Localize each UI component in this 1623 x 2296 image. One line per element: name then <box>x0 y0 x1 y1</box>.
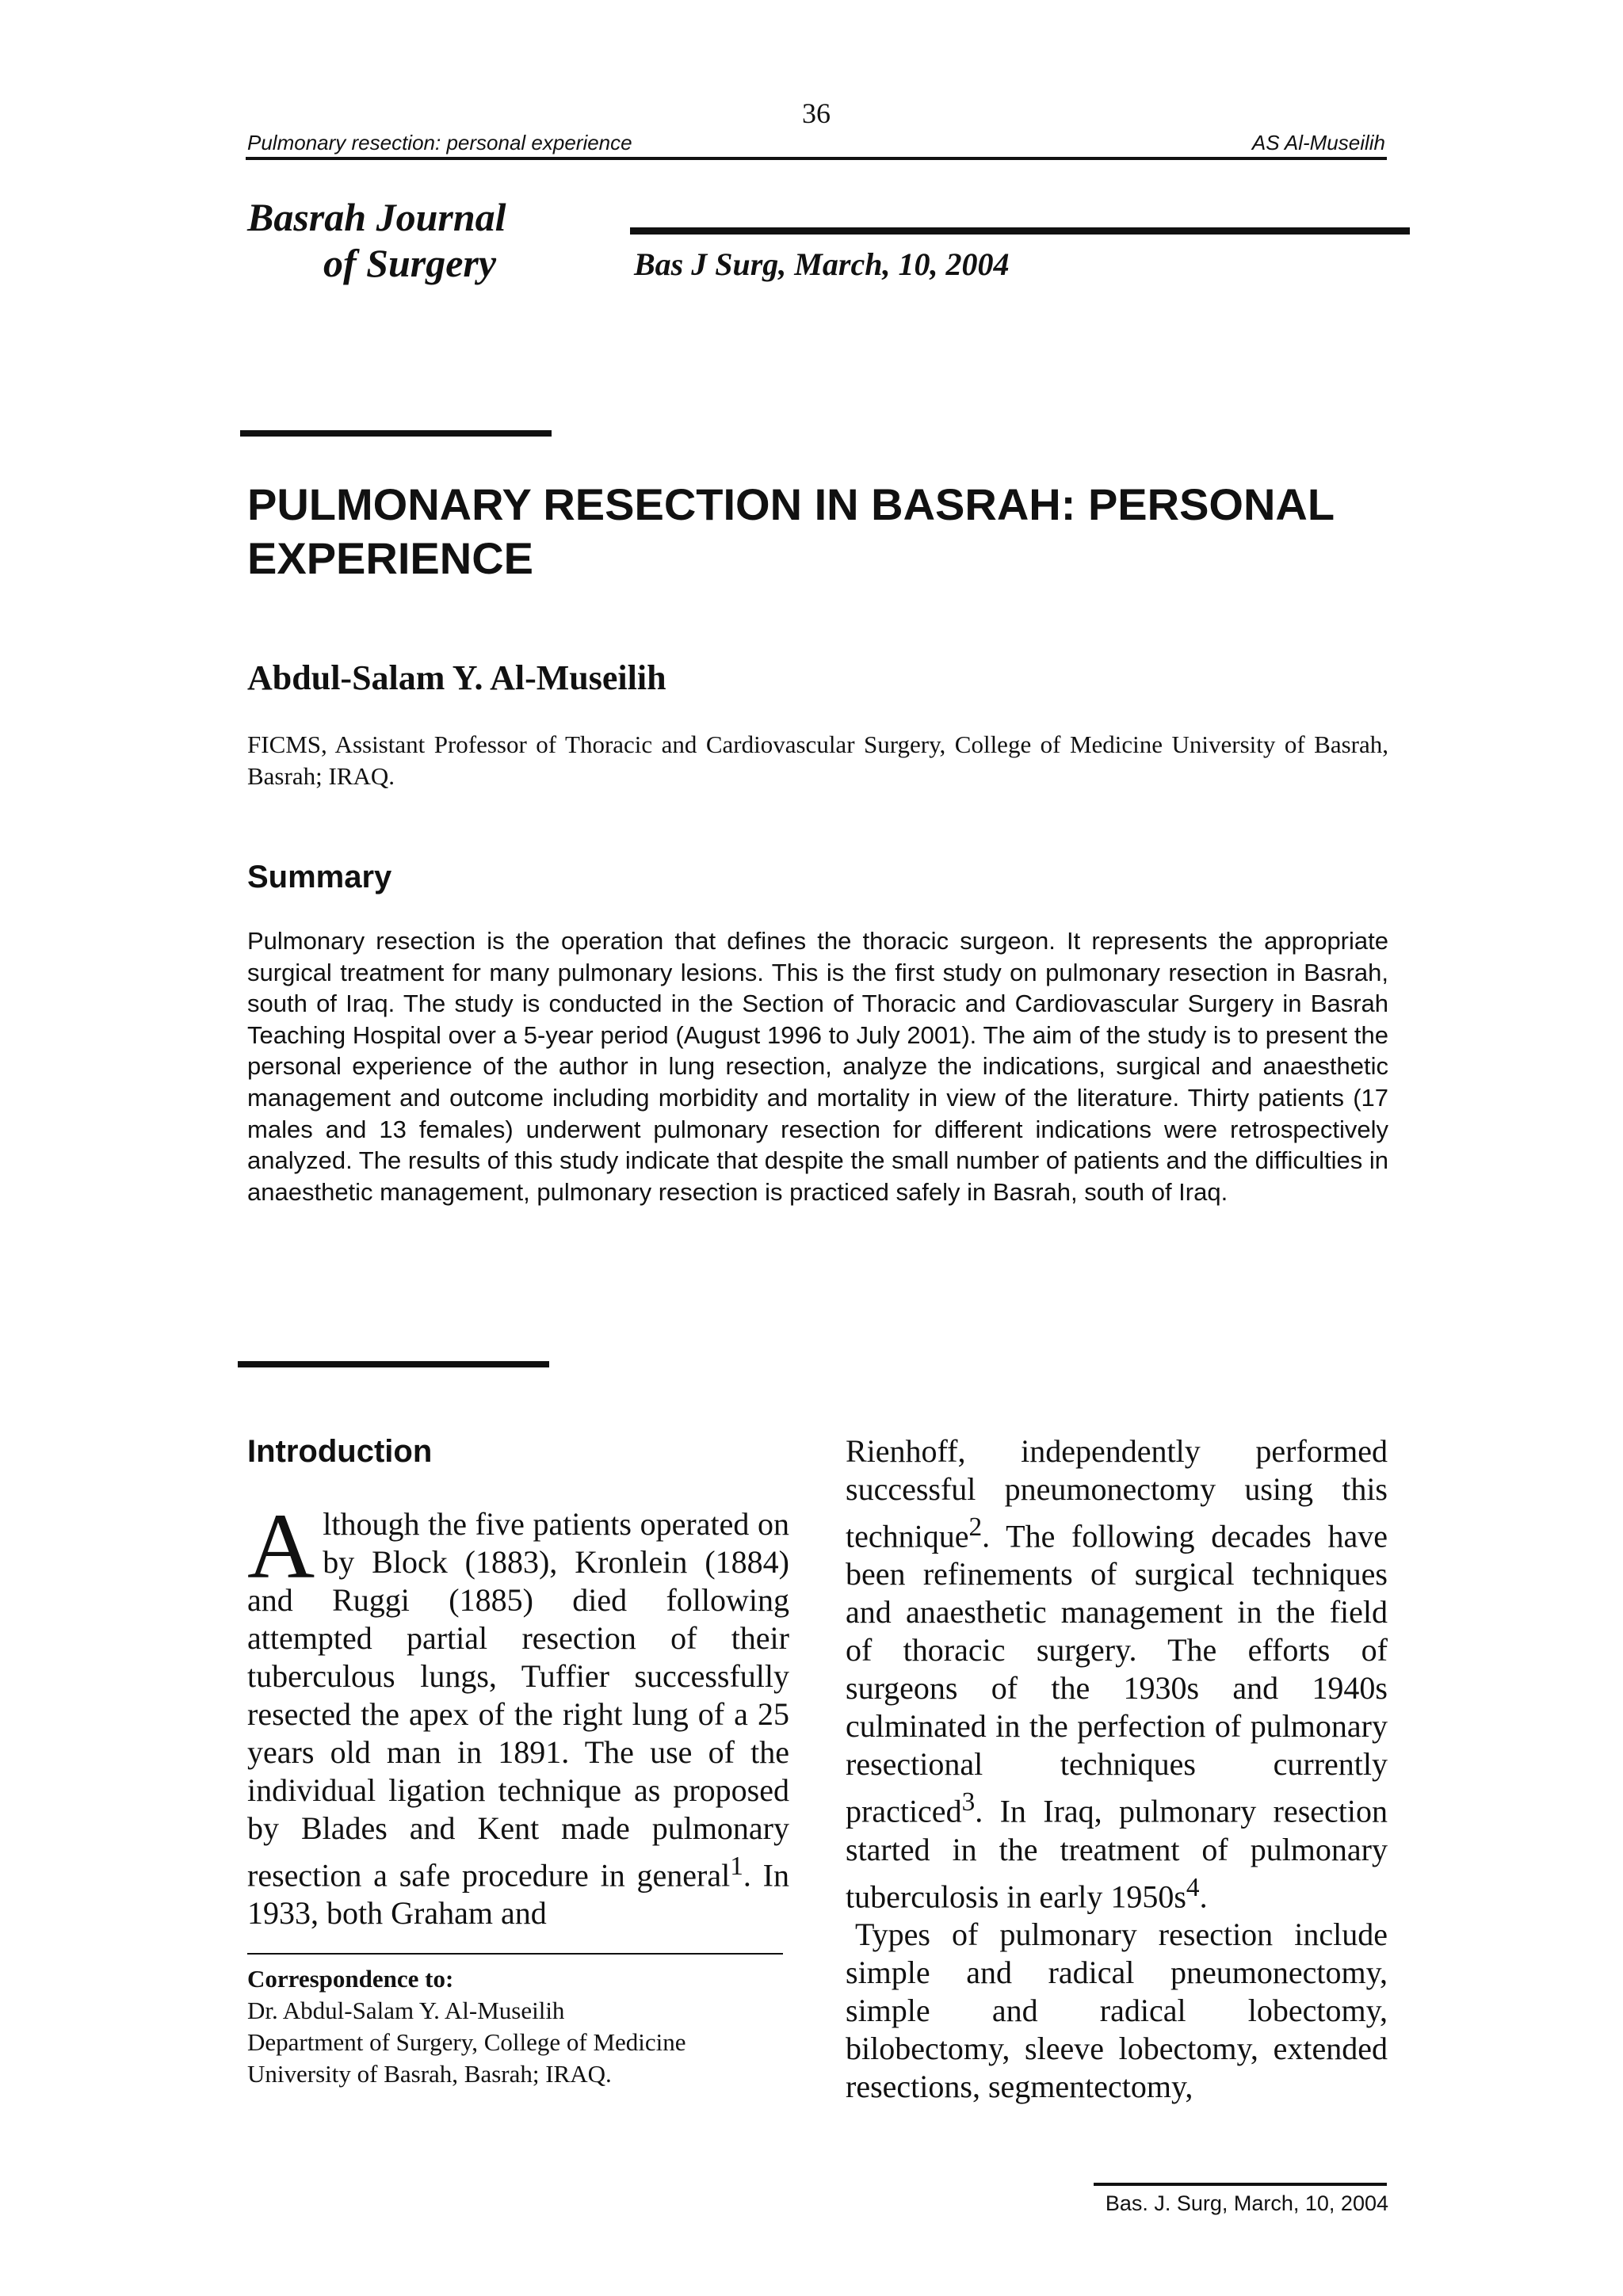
masthead-rule <box>630 227 1410 235</box>
intro-paragraph-continued <box>846 1432 1388 1916</box>
text-run: . In Iraq, pulmonary resection started in the treatment of pulmonary tuberculosis in early 1950s <box>846 1793 1388 1914</box>
resection-types-paragraph: Types of pulmonary resection include simple and radical pneumonectomy, simple and radical lobectomy, bilobectomy, sleeve lobectomy, extended resections, segmentectomy, <box>846 1916 1388 2104</box>
reference-2: 2 <box>968 1512 983 1542</box>
running-author: AS Al-Museilih <box>1251 131 1385 154</box>
introduction-heading: Introduction <box>247 1434 433 1469</box>
reference-3: 3 <box>961 1787 976 1817</box>
running-title: Pulmonary resection: personal experience <box>247 131 632 154</box>
summary-text: Pulmonary resection is the operation that defines the thoracic surgeon. It represents the appropriate surgical treatment for many pulmonary lesions. This is the first study on pulmonary resection in Basrah, south of Iraq. The study is conducted in the Section of Thoracic and Cardiovascular Surgery in Basrah Teaching Hospital over a 5-year period (August 1996 to July 2001). The aim of the study is to present the personal experience of the author in lung resection, analyze the indications, surgical and anaesthetic management and outcome including morbidity and mortality in view of the literature. Thirty patients (17 males and 13 females) underwent pulmonary resection for different indications were retrospectively analyzed. The results of this study indicate that despite the small number of patients and the difficulties in anaesthetic management, pulmonary resection is practiced safely in Basrah, south of Iraq. <box>247 927 1388 1206</box>
journal-name-line2: of Surgery <box>323 241 497 285</box>
footer-rule <box>1094 2183 1387 2186</box>
correspondence-name: Dr. Abdul-Salam Y. Al-Museilih <box>247 1997 565 2024</box>
intro-paragraph-tail: . In 1933, both Graham and <box>247 1857 790 1932</box>
footer-citation: Bas. J. Surg, March, 10, 2004 <box>1105 2191 1388 2215</box>
introduction-column-right <box>846 1432 1388 2106</box>
header-rule <box>246 157 1387 160</box>
correspondence-block <box>247 1963 783 2090</box>
correspondence-rule <box>247 1953 783 1955</box>
title-rule <box>240 430 552 437</box>
text-run: . The following decades have been refinements of surgical techniques and anaesthetic management in the field of thoracic surgery. The efforts of surgeons of the 1930s and 1940s culminated in the perfection of pulmonary resectional techniques currently practiced <box>846 1518 1388 1829</box>
summary-heading: Summary <box>247 860 392 894</box>
introduction-column-left <box>247 1494 790 1932</box>
page-number: 36 <box>802 97 831 129</box>
article-title: PULMONARY RESECTION IN BASRAH: PERSONAL EXPERIENCE <box>247 479 1335 583</box>
journal-name-line1: Basrah Journal <box>247 195 506 239</box>
reference-4: 4 <box>1186 1872 1200 1902</box>
section-rule <box>238 1361 549 1367</box>
reference-1: 1 <box>730 1852 743 1881</box>
journal-citation: Bas J Surg, March, 10, 2004 <box>634 246 1010 282</box>
drop-cap: A <box>247 1494 315 1598</box>
text-run: Rienhoff, independently performed successful pneumonectomy using this technique <box>846 1433 1388 1554</box>
author-affiliation: FICMS, Assistant Professor of Thoracic and Cardiovascular Surgery, College of Medicine University of Basrah, Basrah; IRAQ. <box>247 730 1388 790</box>
correspondence-heading: Correspondence to: <box>247 1965 454 1993</box>
author-name: Abdul-Salam Y. Al-Museilih <box>247 658 666 697</box>
text-run: . <box>1199 1878 1208 1914</box>
intro-paragraph-text: lthough the five patients operated on by Block (1883), Kronlein (1884) and Ruggi (1885) died following attempted partial resection of their tuberculous lungs, Tuffier successfully resected the apex of the right lung of a 25 years old man in 1891. The use of the individual ligation technique as proposed by Blades and Kent made pulmonary resection a safe procedure in general <box>247 1506 789 1894</box>
correspondence-address: Department of Surgery, College of Medicine University of Basrah, Basrah; IRAQ. <box>247 2028 686 2088</box>
